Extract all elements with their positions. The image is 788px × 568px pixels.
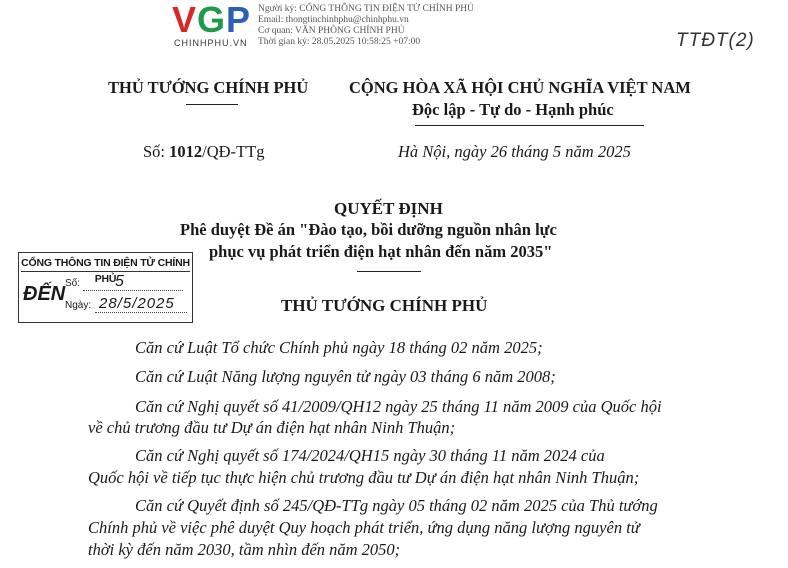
logo-letter-g: G (197, 0, 227, 40)
email-line: Email: thongtinchinhphu@chinhphu.vn (258, 15, 409, 25)
number-value: 1012 (169, 142, 203, 161)
stamp-dotted-line-2 (95, 312, 187, 313)
stamp-number-label: Số: (65, 278, 81, 289)
stamp-den-label: ĐẾN (23, 283, 66, 305)
incoming-stamp (18, 252, 193, 323)
stamp-title: CỔNG THÔNG TIN ĐIỆN TỬ CHÍNH PHỦ (21, 257, 190, 285)
motto: Độc lập - Tự do - Hạnh phúc (412, 100, 614, 119)
number-suffix: /QĐ-TTg (202, 142, 265, 161)
legal-basis-3: Căn cứ Nghị quyết số 41/2009/QH12 ngày 25 tháng 11 năm 2009 của Quốc hội (135, 397, 662, 416)
logo-subtitle: CHINHPHU.VN (174, 38, 248, 48)
stamp-number-value: 5 (115, 273, 124, 290)
sign-time-line: Thời gian ký: 28.05.2025 10:58:25 +07:00 (258, 37, 421, 47)
agency-line: Cơ quan: VĂN PHÒNG CHÍNH PHỦ (258, 26, 405, 36)
legal-basis-5-cont-1: Chính phủ về việc phê duyệt Quy hoạch phát triển, ứng dụng năng lượng nguyên tử (88, 518, 640, 537)
handwritten-note: TTĐT(2) (676, 30, 755, 51)
stamp-date-value: 28/5/2025 (99, 295, 175, 312)
logo-letter-v: V (172, 0, 198, 40)
legal-basis-1: Căn cứ Luật Tổ chức Chính phủ ngày 18 tháng 02 năm 2025; (135, 338, 543, 357)
legal-basis-4: Căn cứ Nghị quyết số 174/2024/QH15 ngày 30 tháng 11 năm 2024 của (135, 446, 605, 465)
signer-line: Người ký: CỔNG THÔNG TIN ĐIỆN TỬ CHÍNH PHỦ (258, 4, 474, 14)
stamp-date-label: Ngày: (65, 300, 92, 311)
decision-title: QUYẾT ĐỊNH (334, 199, 443, 218)
decision-subtitle-line-2: phục vụ phát triển điện hạt nhân đến năm 2035" (209, 242, 553, 261)
stamp-dotted-line-1 (83, 290, 183, 291)
legal-basis-5: Căn cứ Quyết định số 245/QĐ-TTg ngày 05 tháng 02 năm 2025 của Thủ tướng (135, 496, 658, 515)
number-label: Số: (143, 142, 170, 161)
vgp-logo (172, 2, 251, 38)
issuer-heading: THỦ TƯỚNG CHÍNH PHỦ (108, 78, 309, 97)
legal-basis-5-cont-2: thời kỳ đến năm 2030, tầm nhìn đến năm 2050; (88, 540, 401, 559)
issuer-underline (186, 104, 238, 105)
legal-basis-2: Căn cứ Luật Năng lượng nguyên tử ngày 03 tháng 6 năm 2008; (135, 367, 556, 386)
logo-letter-p: P (226, 0, 252, 40)
place-date: Hà Nội, ngày 26 tháng 5 năm 2025 (398, 142, 631, 161)
legal-basis-4-cont: Quốc hội về tiếp tục thực hiện chủ trương đầu tư Dự án điện hạt nhân Ninh Thuận; (88, 468, 640, 487)
motto-underline (415, 125, 644, 126)
authority-heading: THỦ TƯỚNG CHÍNH PHỦ (281, 296, 488, 315)
legal-basis-3-cont: về chủ trương đầu tư Dự án điện hạt nhân Ninh Thuận; (88, 418, 456, 437)
decision-subtitle-line-1: Phê duyệt Đề án "Đào tạo, bồi dưỡng nguồn nhân lực (180, 220, 557, 239)
digital-signature-block (258, 4, 474, 48)
document-number (143, 142, 264, 162)
nation-heading: CỘNG HÒA XÃ HỘI CHỦ NGHĨA VIỆT NAM (349, 78, 691, 97)
decision-underline (357, 271, 421, 272)
